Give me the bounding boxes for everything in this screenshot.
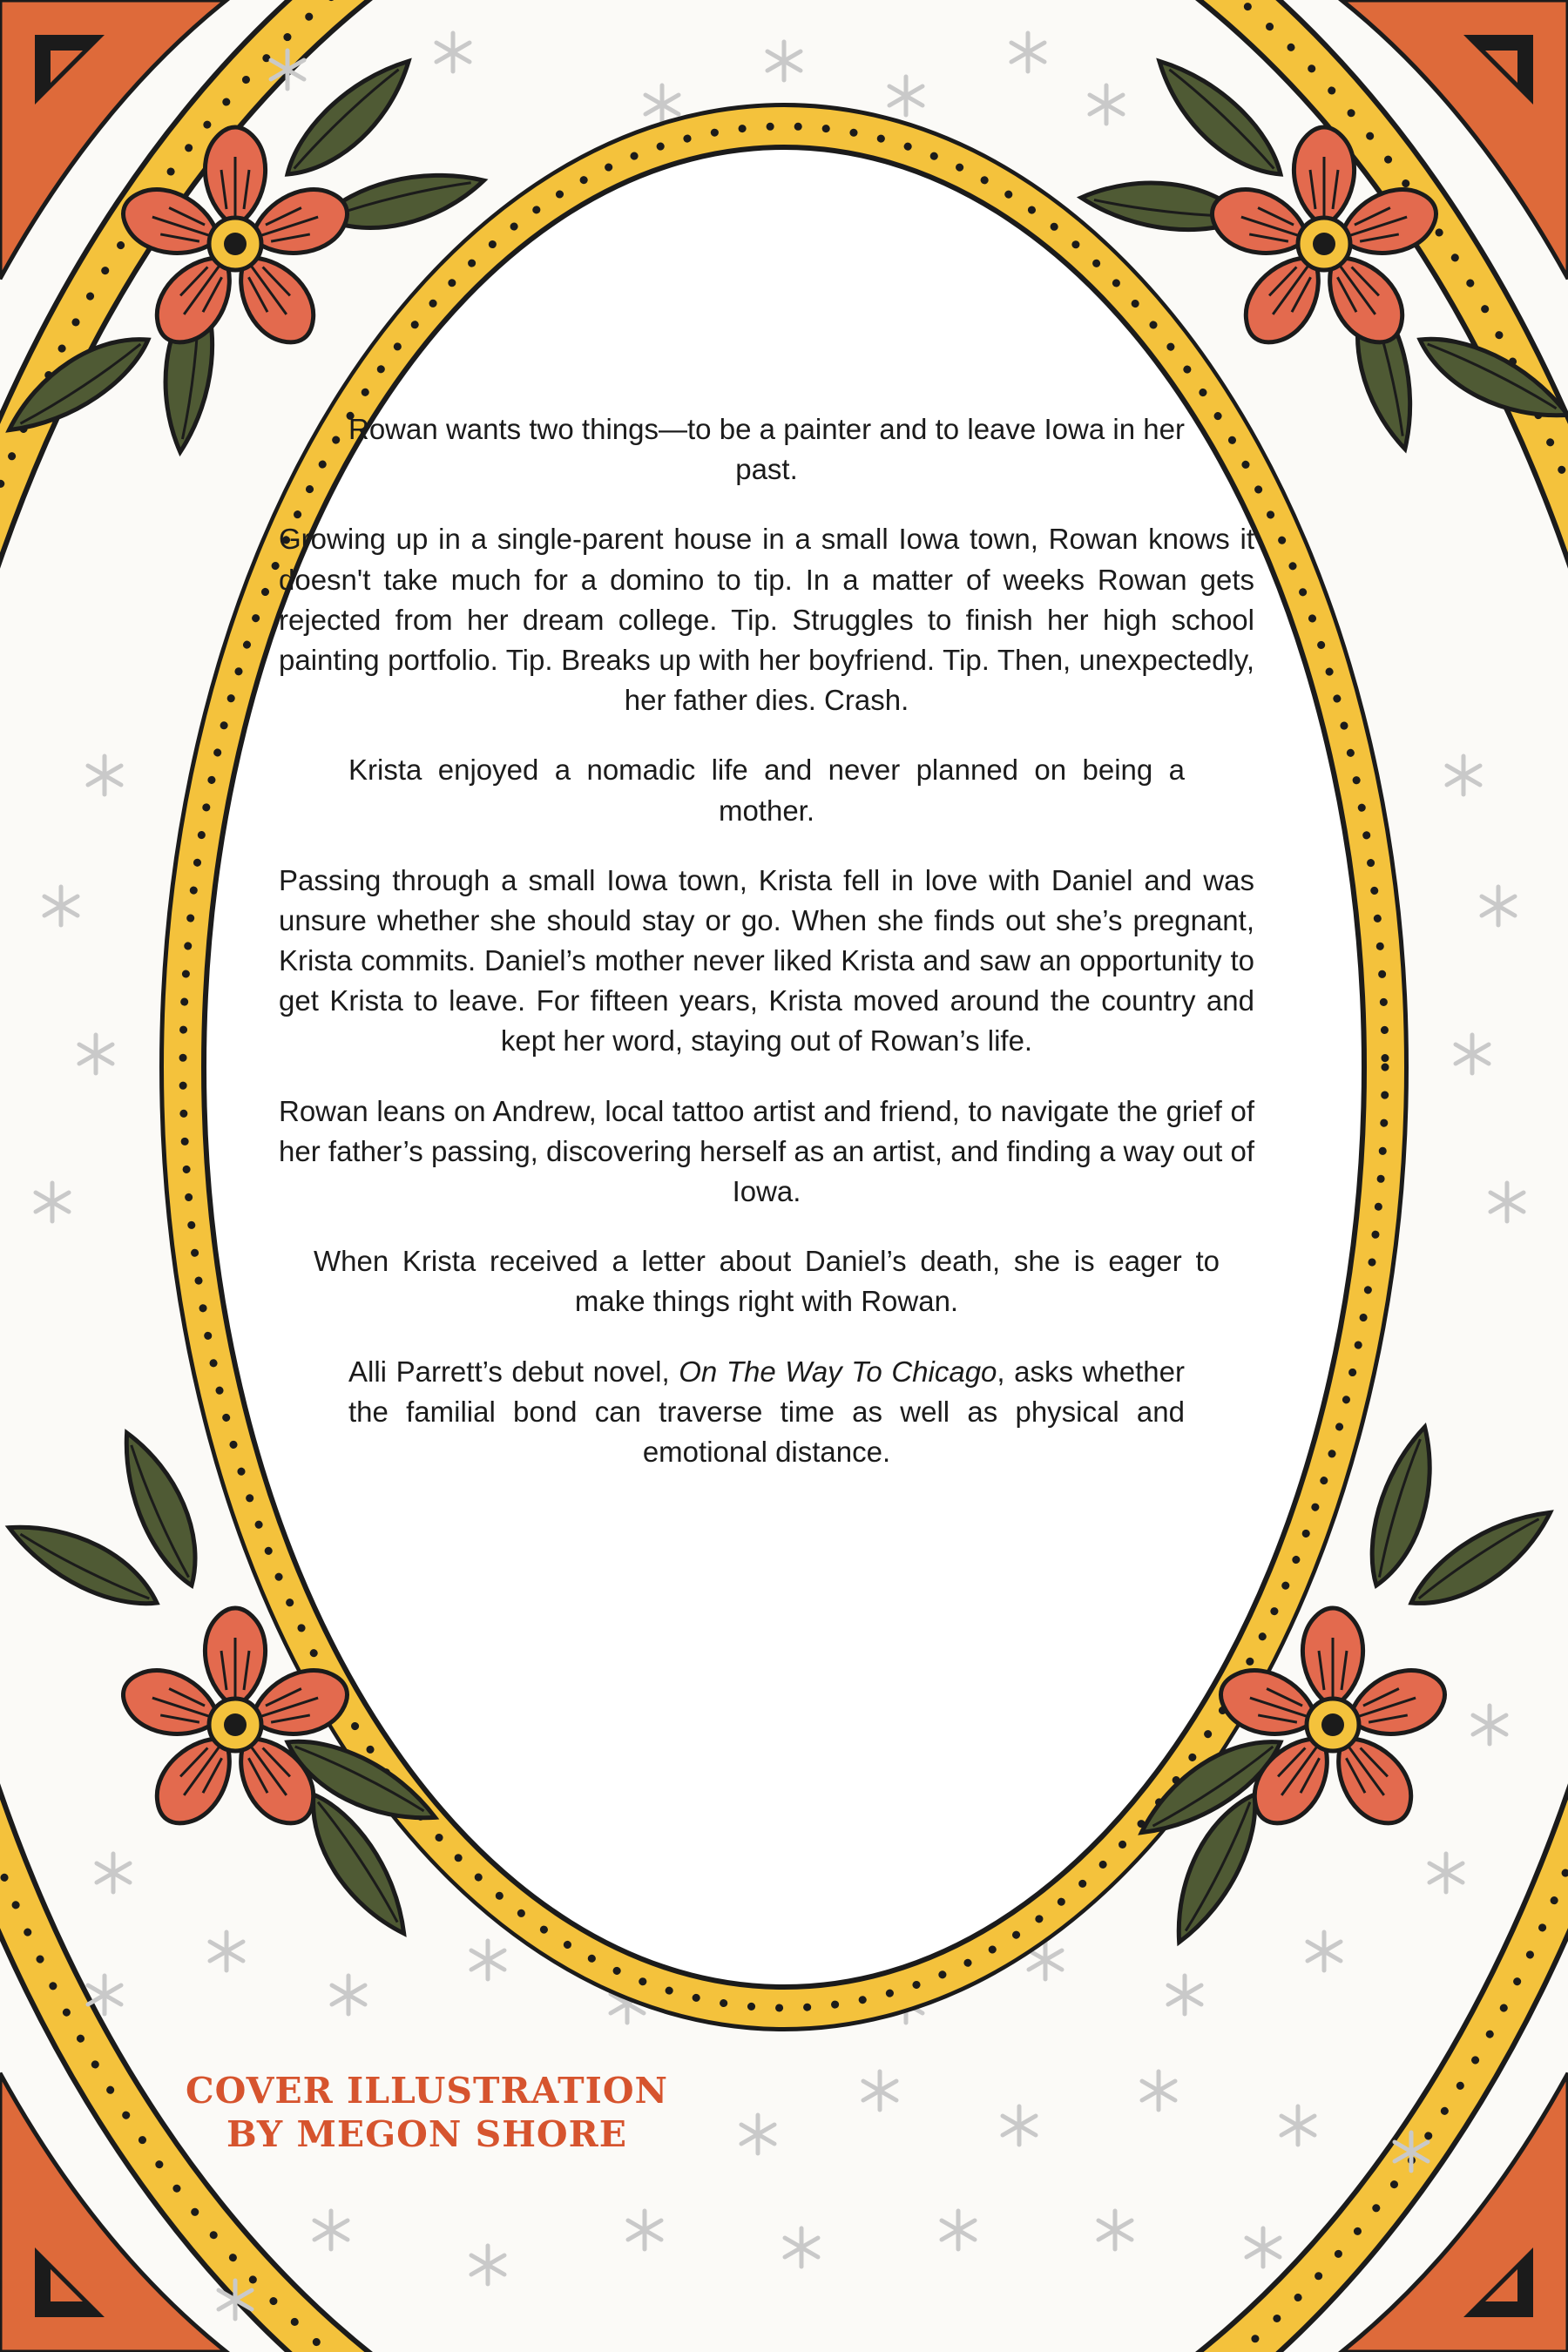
blurb-paragraph-3: Krista enjoyed a nomadic life and never planned on being a mother. xyxy=(348,754,1185,827)
blurb-paragraph-7 xyxy=(279,1352,1254,1473)
credit-line-2: BY MEGON SHORE xyxy=(226,2113,627,2156)
blurb-paragraph-6: When Krista received a letter about Daniel’s death, she is eager to make things right with Rowan. xyxy=(314,1245,1220,1318)
blurb-p7-intro: Alli Parrett’s debut novel, xyxy=(348,1355,679,1388)
book-title: On The Way To Chicago xyxy=(679,1355,997,1388)
blurb-paragraph-4: Passing through a small Iowa town, Krista fell in love with Daniel and was unsure whether she should stay or go. When she finds out she’s pregnant, Krista commits. Daniel’s mother never liked Krista and saw an opportunity to get Krista to leave. For fifteen years, Krista moved around the country and kept her word, staying out of Rowan’s life. xyxy=(279,863,1254,1058)
credit-line-1: COVER ILLUSTRATION xyxy=(185,2070,669,2112)
blurb-paragraph-2: Growing up in a single-parent house in a small Iowa town, Rowan knows it doesn't take much for a domino to tip. In a matter of weeks Rowan gets rejected from her dream college. Tip. Struggles to finish her high school painting portfolio. Tip. Breaks up with her boyfriend. Tip. Then, unexpectedly, her father dies. Crash. xyxy=(279,523,1254,717)
blurb-paragraph-1: Rowan wants two things—to be a painter and to leave Iowa in her past. xyxy=(348,413,1185,486)
illustration-credit xyxy=(148,2069,706,2156)
blurb-paragraph-5: Rowan leans on Andrew, local tattoo artist and friend, to navigate the grief of her father’s passing, discovering herself as an artist, and finding a way out of Iowa. xyxy=(279,1094,1254,1207)
blurb-p7-outro: , asks whether the familial bond can traverse time as well as physical and emotional distance. xyxy=(348,1355,1185,1468)
book-blurb xyxy=(279,409,1254,1502)
